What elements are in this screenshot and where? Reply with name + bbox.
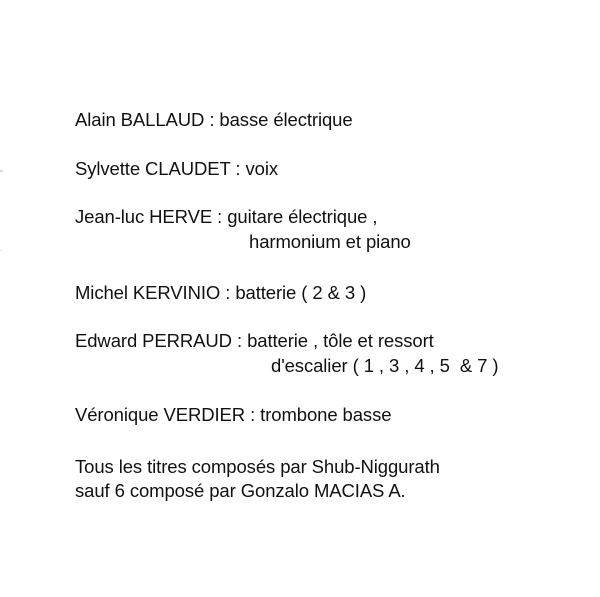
separator: : — [220, 282, 236, 303]
separator: : — [231, 330, 248, 351]
scan-edge-artifact — [0, 0, 3, 597]
composition-note-line-2: sauf 6 composé par Gonzalo MACIAS A. — [75, 480, 406, 501]
musician-role: trombone basse — [260, 404, 392, 425]
separator: : — [230, 158, 246, 179]
musician-name: Michel KERVINIO — [75, 282, 221, 303]
musician-role: voix — [245, 158, 278, 179]
credit-line-perraud-continuation — [271, 355, 498, 377]
musician-role: basse électrique — [219, 109, 353, 130]
credit-line-kervinio — [75, 282, 366, 304]
composition-note-line-1: Tous les titres composés par Shub-Niggurath — [75, 456, 440, 477]
credit-line-herve — [75, 206, 377, 228]
separator: : — [212, 206, 228, 227]
credit-line-herve-continuation — [249, 231, 411, 253]
musician-role: batterie , tôle et ressort — [247, 330, 434, 351]
musician-role: batterie ( 2 & 3 ) — [235, 282, 367, 303]
musician-name: Alain BALLAUD — [75, 109, 205, 130]
credit-line-perraud — [75, 330, 434, 352]
musician-role: guitare électrique , — [227, 206, 378, 227]
musician-role-continued: harmonium et piano — [249, 231, 411, 252]
credit-line-verdier — [75, 404, 391, 426]
musician-role-continued: d'escalier ( 1 , 3 , 4 , 5 & 7 ) — [271, 355, 499, 376]
musician-name: Véronique VERDIER — [75, 404, 246, 425]
credit-line-ballaud — [75, 109, 353, 131]
credit-line-claudet — [75, 158, 278, 180]
separator: : — [204, 109, 220, 130]
musician-name: Edward PERRAUD — [75, 330, 232, 351]
musician-name: Sylvette CLAUDET — [75, 158, 231, 179]
separator: : — [245, 404, 261, 425]
musician-name: Jean-luc HERVE — [75, 206, 213, 227]
